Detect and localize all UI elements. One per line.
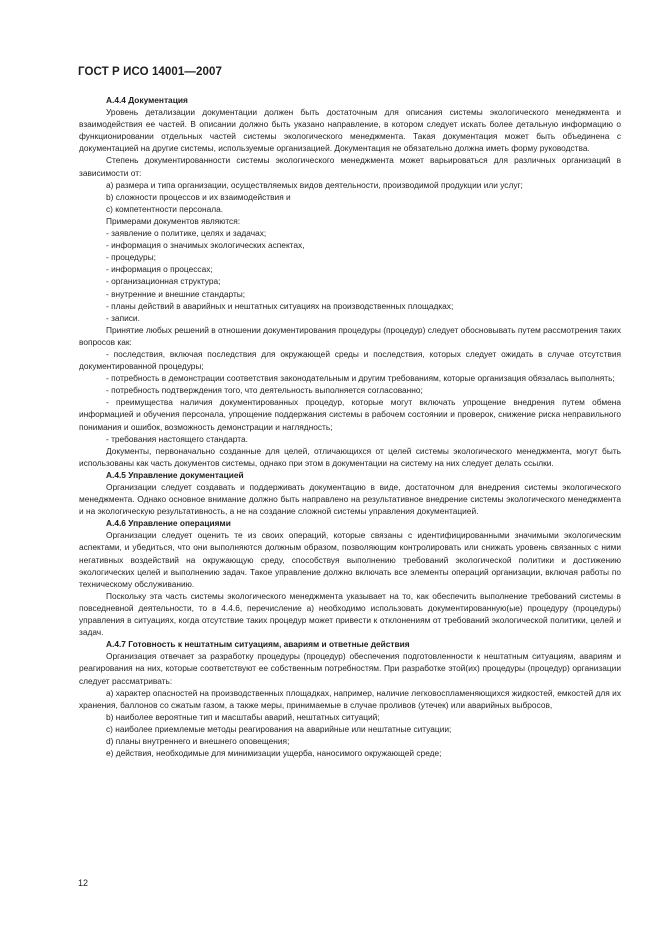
list-item: - организационная структура;: [106, 276, 221, 287]
list-item: b) наиболее вероятные тип и масштабы аварий, нештатных ситуаций;: [106, 711, 380, 722]
paragraph: - преимущества наличия документированных процедур, которые могут включать упрощение внедрения путем обмена информацией и обучения персонала, упрощение поддержания системы в рабочем состоянии и проверок, снижение риска неправильного понимания и ошибок, возможность демонстрации и наглядность;: [79, 397, 621, 432]
paragraph: - последствия, включая последствия для окружающей среды и последствия, которых следует ожидать в случае отсутствия документированной процедуры;: [79, 348, 621, 372]
list-item: c) наиболее приемлемые методы реагирования на аварийные или нештатные ситуации;: [106, 723, 452, 734]
list-item: b) сложности процессов и их взаимодействия и: [106, 191, 291, 202]
list-item: c) компетентности персонала.: [106, 203, 224, 214]
paragraph: Уровень детализации документации должен быть достаточным для описания системы экологического менеджмента и взаимодействия ее частей. В описании должно быть указано направление, в котором следует искать более детальную информацию о функционировании отдельных частей системы экологического менеджмента. Такая документация может быть объединена с документацией на другие системы, используемые организацией. Документация не обязательно должна иметь форму руководства.: [79, 107, 621, 154]
paragraph: Организация отвечает за разработку процедуры (процедур) обеспечения подготовленности к нештатным ситуациям, авариям и реагирования на них, которые соответствуют ее собственным потребностям. При разработке этой(их) процедуры (процедур) организации следует рассматривать:: [79, 651, 621, 686]
list-item: Примерами документов являются:: [106, 215, 241, 226]
list-item: d) планы внутреннего и внешнего оповещения;: [106, 735, 290, 746]
list-item: a) размера и типа организации, осуществляемых видов деятельности, производимой продукции или услуг;: [106, 179, 523, 190]
list-item: - записи.: [106, 312, 140, 323]
paragraph: а) характер опасностей на производственных площадках, например, наличие легковоспламеняющихся жидкостей, емкостей для их хранения, баллонов со сжатым газом, а также меры, принимаемые в случае проливов (утечек) или аварийных выбросов,: [79, 687, 621, 710]
section-heading: А.4.4 Документация: [106, 95, 188, 105]
page-number: 12: [78, 878, 89, 888]
paragraph: Степень документированности системы экологического менеджмента может варьироваться для различных организаций в зависимости от:: [79, 155, 621, 178]
paragraph: Поскольку эта часть системы экологического менеджмента указывает на то, как обеспечить выполнение требований системы в повседневной деятельности, то в 4.4.6, перечисление а) необходимо использовать документированную(ые) процедуру (процедуры) управления в ситуациях, когда отсутствие таких процедур может привести к отклонениям от требований экологической политики, целей и задач.: [79, 590, 621, 638]
list-item: - требования настоящего стандарта.: [106, 433, 248, 444]
list-item: - заявление о политике, целях и задачах;: [106, 228, 267, 239]
document-header: ГОСТ Р ИСО 14001—2007: [78, 66, 223, 78]
list-item: - планы действий в аварийных и нештатных ситуациях на производственных площадках;: [106, 300, 454, 311]
paragraph: Организации следует оценить те из своих операций, которые связаны с идентифицированными значимыми экологическим аспектами, и убедиться, что они выполняются должным образом, позволяющим контролировать или снижать уровень связанных с ними негативных воздействий на окружающую среду, способствуя выполнению требований экологической политики и достижению экологических целей и выполнению задач. Такое управление должно включать все элементы операций организации, включая работы по техническому обслуживанию.: [79, 530, 621, 589]
list-item: - процедуры;: [106, 252, 156, 263]
page-body: [79, 94, 621, 759]
list-item: - потребность подтверждения того, что деятельность выполняется согласованно;: [106, 385, 423, 396]
section-heading: А.4.7 Готовность к нештатным ситуациям, авариям и ответные действия: [106, 639, 410, 650]
paragraph: Организации следует создавать и поддерживать документацию в виде, достаточном для внедрения системы экологического менеджмента. Однако основное внимание должно быть направлено на результативное внедрение системы экологического менеджмента и на экологическую результативность, а не на создание сложной системы управления документацией.: [79, 482, 621, 517]
section-heading: А.4.6 Управление операциями: [106, 518, 231, 529]
list-item: e) действия, необходимые для минимизации ущерба, наносимого окружающей среде;: [106, 748, 442, 759]
section-heading: А.4.5 Управление документацией: [106, 469, 244, 480]
list-item: - информация о процессах;: [106, 264, 213, 275]
paragraph: Документы, первоначально созданные для целей, отличающихся от целей системы экологического менеджмента, могут быть использованы как часть документов системы, однако при этом в документации на систему на них следует делать ссылки.: [79, 445, 621, 468]
list-item: - внутренние и внешние стандарты;: [106, 288, 246, 299]
list-item: - информация о значимых экологических аспектах,: [106, 240, 305, 251]
paragraph: Принятие любых решений в отношении документирования процедуры (процедур) следует обосновывать путем рассмотрения таких вопросов как:: [79, 324, 621, 347]
paragraph: - потребность в демонстрации соответствия законодательным и другим требованиям, которые организация обязалась выполнять;: [106, 373, 615, 384]
